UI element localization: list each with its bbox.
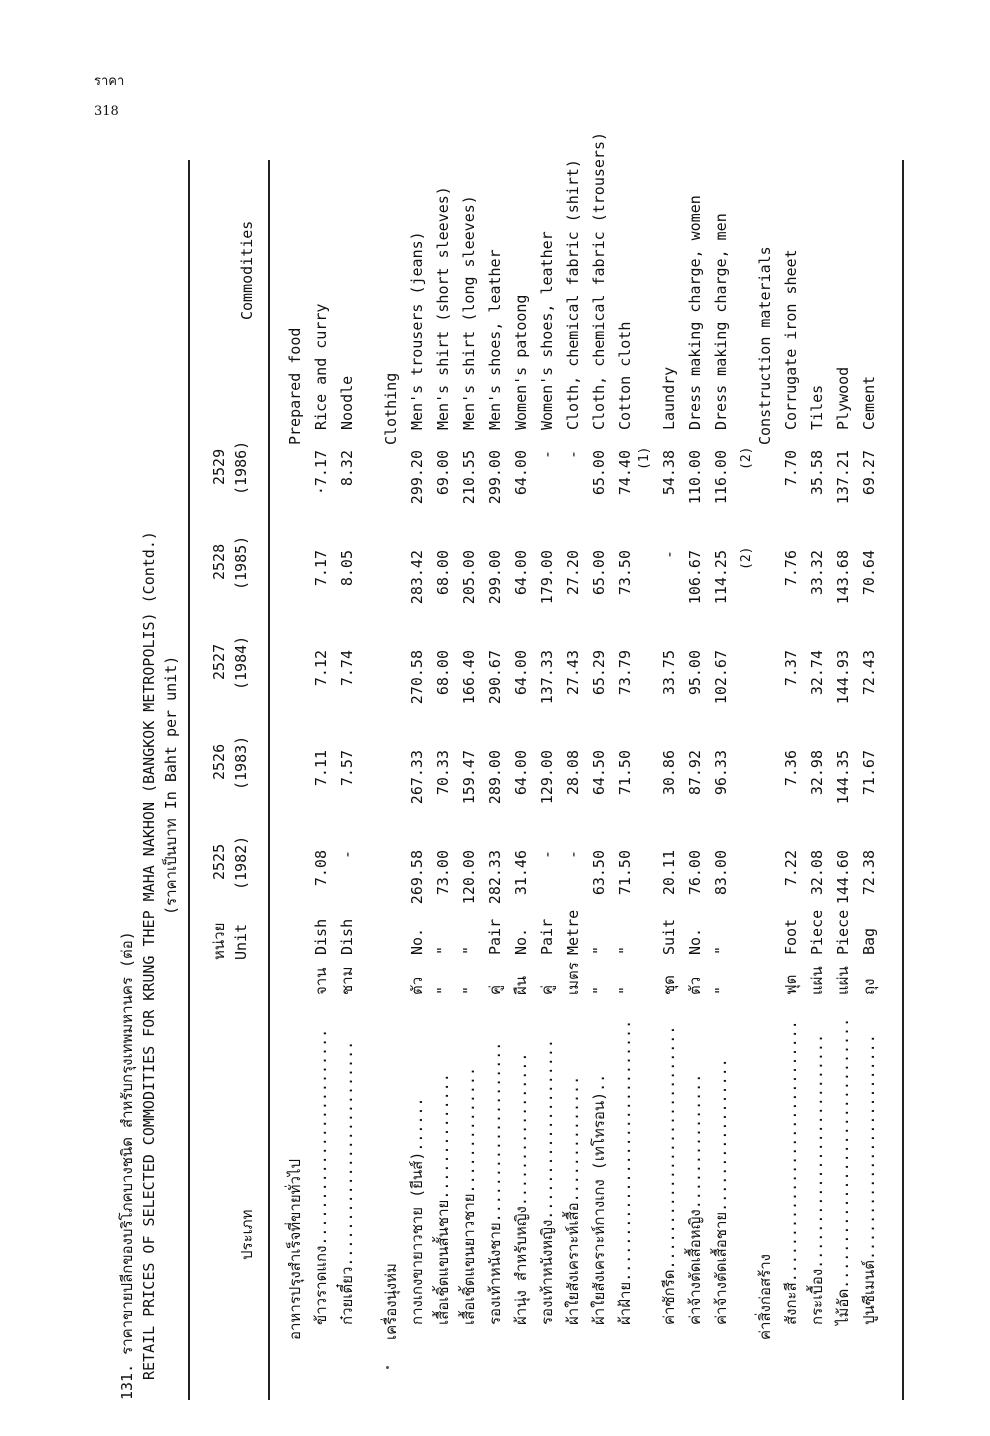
- header-year-ad: (1985): [232, 535, 250, 590]
- table-row: [514, 120, 540, 1400]
- commodity-thai: ค่าซักรีด...........................: [660, 1025, 678, 1325]
- commodity-thai: เสื้อเชิ้ตแขนสั้นชาย..............: [434, 1073, 452, 1325]
- price-value: -: [564, 850, 582, 860]
- unit-thai: ": [712, 985, 730, 995]
- price-value: 269.58: [408, 850, 426, 905]
- table-row: [340, 120, 366, 1400]
- top-rule: [188, 160, 190, 1400]
- unit-thai: ชาม: [338, 966, 356, 995]
- commodity-thai: ผ้านุ่ง สำหรับหญิง.................: [512, 1052, 530, 1325]
- price-value: 7.57: [338, 750, 356, 787]
- price-value: 299.00: [486, 550, 504, 605]
- table-section-row: [758, 120, 784, 1400]
- unit-thai: ": [460, 985, 478, 995]
- price-value: 63.50: [590, 850, 608, 896]
- commodity-english: Clothing: [382, 372, 400, 445]
- price-value: 7.36: [782, 750, 800, 787]
- price-value: 30.86: [660, 750, 678, 796]
- price-value: 32.98: [808, 750, 826, 796]
- price-value: 7.12: [312, 650, 330, 687]
- price-value: 7.17: [312, 550, 330, 587]
- table-row: [410, 120, 436, 1400]
- price-value: 166.40: [460, 650, 478, 705]
- table-row: [436, 120, 462, 1400]
- unit-english: Piece: [834, 909, 852, 955]
- price-value: 283.42: [408, 550, 426, 605]
- page-number: 318: [94, 104, 119, 119]
- unit-english: Piece: [808, 909, 826, 955]
- header-year-be: 2529: [210, 448, 228, 485]
- price-value: 31.46: [512, 850, 530, 896]
- price-value: 71.50: [616, 750, 634, 796]
- commodity-english: Dress making charge, women: [686, 195, 704, 430]
- price-value: 159.47: [460, 750, 478, 805]
- footnote-marker: (2): [739, 446, 754, 470]
- header-commodities-english: Commodities: [238, 220, 256, 320]
- commodity-thai: ข้าวราดแกง........................: [312, 1028, 330, 1325]
- price-value: 73.00: [434, 850, 452, 896]
- unit-thai: แผ่น: [834, 966, 852, 995]
- price-value: 8.32: [338, 450, 356, 487]
- commodity-thai: อาหารปรุงสำเร็จที่ขายทั่วไป: [286, 1159, 304, 1340]
- price-value: 290.67: [486, 650, 504, 705]
- price-value: 143.68: [834, 550, 852, 605]
- price-value: 299.00: [486, 450, 504, 505]
- commodity-thai: เสื้อเชิ้ตแขนยาวชาย..............: [460, 1067, 478, 1325]
- commodity-english: Construction materials: [756, 246, 774, 445]
- price-value: -: [538, 450, 556, 460]
- commodity-thai: เครื่องนุ่งห่ม: [382, 1263, 400, 1340]
- table-row: [566, 120, 592, 1400]
- commodity-thai: รองเท้าหนังหญิง....................: [538, 1039, 556, 1325]
- price-value: 179.00: [538, 550, 556, 605]
- price-value: 33.75: [660, 650, 678, 696]
- commodity-thai: ปูนซีเมนต์.........................: [860, 1034, 878, 1325]
- price-value: ·7.17: [312, 450, 330, 496]
- commodity-english: Tiles: [808, 384, 826, 430]
- price-value: 74.40: [616, 450, 634, 496]
- unit-english: ": [616, 945, 634, 955]
- price-value: 299.20: [408, 450, 426, 505]
- table-row: [592, 120, 618, 1400]
- table-section-row: [288, 120, 314, 1400]
- header-year-ad: (1986): [232, 440, 250, 495]
- commodity-english: Cloth, chemical fabric (trousers): [590, 131, 608, 430]
- page-label: ราคา: [94, 74, 125, 89]
- unit-english: No.: [408, 927, 426, 955]
- unit-thai: ": [616, 985, 634, 995]
- unit-english: ": [590, 945, 608, 955]
- price-value: 35.58: [808, 450, 826, 496]
- price-value: 68.00: [434, 650, 452, 696]
- price-value: 205.00: [460, 550, 478, 605]
- price-value: 106.67: [686, 550, 704, 605]
- unit-thai: เมตร: [564, 962, 582, 995]
- price-value: 144.93: [834, 650, 852, 705]
- commodity-english: Noodle: [338, 375, 356, 430]
- table-row: [810, 120, 836, 1400]
- unit-thai: ": [590, 985, 608, 995]
- table-row: [618, 120, 644, 1400]
- price-value: 69.00: [434, 450, 452, 496]
- commodity-english: Rice and curry: [312, 303, 330, 430]
- commodity-english: Men's shirt (long sleeves): [460, 195, 478, 430]
- header-year-be: 2527: [210, 643, 228, 680]
- table-row: [314, 120, 340, 1400]
- commodity-english: Prepared food: [286, 327, 304, 445]
- price-value: 120.00: [460, 850, 478, 905]
- price-value: 102.67: [712, 650, 730, 705]
- price-value: 54.38: [660, 450, 678, 496]
- price-value: 8.05: [338, 550, 356, 587]
- price-value: 282.33: [486, 850, 504, 905]
- price-value: 83.00: [712, 850, 730, 896]
- commodity-english: Cloth, chemical fabric (shirt): [564, 159, 582, 430]
- price-value: 71.50: [616, 850, 634, 896]
- price-value: 7.76: [782, 550, 800, 587]
- commodity-english: Dress making charge, men: [712, 213, 730, 430]
- commodity-thai: ค่าจ้างตัดเสื้อชาย.................: [712, 1058, 730, 1325]
- table-subtitle: (ราคาเป็นบาท In Baht per unit): [162, 655, 180, 915]
- commodity-english: Cement: [860, 375, 878, 430]
- commodity-english: Plywood: [834, 366, 852, 430]
- commodity-thai: ค่าสิ่งก่อสร้าง: [756, 1254, 774, 1340]
- commodity-thai: ผ้าใยสังเคราะห์กางเกง (เทโทรอน)..: [590, 1073, 608, 1325]
- commodity-thai: กระเบื้อง..........................: [808, 1034, 826, 1325]
- price-value: 65.29: [590, 650, 608, 696]
- header-unit-english: Unit: [232, 923, 250, 960]
- price-value: 65.00: [590, 550, 608, 596]
- unit-thai: ตัว: [408, 976, 426, 995]
- price-value: 87.92: [686, 750, 704, 796]
- price-value: 96.33: [712, 750, 730, 796]
- price-value: 64.00: [512, 650, 530, 696]
- header-year-ad: (1982): [232, 835, 250, 890]
- header-unit-thai: หน่วย: [210, 922, 228, 960]
- price-value: 7.11: [312, 750, 330, 787]
- unit-thai: ": [434, 985, 452, 995]
- price-value: 116.00: [712, 450, 730, 505]
- price-value: 267.33: [408, 750, 426, 805]
- price-value: 27.43: [564, 650, 582, 696]
- header-commodity-thai: ประเภท: [238, 1209, 256, 1260]
- price-value: 95.00: [686, 650, 704, 696]
- unit-english: Dish: [338, 918, 356, 955]
- price-value: 210.55: [460, 450, 478, 505]
- price-value: 27.20: [564, 550, 582, 596]
- unit-english: No.: [686, 927, 704, 955]
- price-value: 110.00: [686, 450, 704, 505]
- commodity-thai: ผ้าใยสังเคราะห์เสื้อ..............: [564, 1075, 582, 1325]
- unit-english: ": [460, 945, 478, 955]
- price-value: 7.37: [782, 650, 800, 687]
- commodity-thai: ค่าจ้างตัดเสื้อหญิง...............: [686, 1073, 704, 1325]
- price-value: -: [338, 850, 356, 860]
- unit-english: ": [712, 945, 730, 955]
- price-value: 20.11: [660, 850, 678, 896]
- unit-english: Pair: [486, 918, 504, 955]
- price-value: 64.50: [590, 750, 608, 796]
- price-value: -: [564, 450, 582, 460]
- commodity-thai: กางเกงขายาวชาย (ยีนส์)......: [408, 1097, 426, 1325]
- price-value: 32.08: [808, 850, 826, 896]
- table-row: [784, 120, 810, 1400]
- price-value: 70.64: [860, 550, 878, 596]
- unit-thai: คู่: [486, 984, 504, 995]
- unit-thai: แผ่น: [808, 966, 826, 995]
- table-section-row: [384, 120, 410, 1400]
- table-row: [836, 120, 862, 1400]
- price-value: 144.60: [834, 850, 852, 905]
- commodity-thai: ก๋วยเตี๋ยว.........................: [338, 1040, 356, 1325]
- price-value: -: [538, 850, 556, 860]
- price-value: 69.27: [860, 450, 878, 496]
- unit-thai: คู่: [538, 984, 556, 995]
- table-title-english: RETAIL PRICES OF SELECTED COMMODITIES FOR KRUNG THEP MAHA NAKHON (BANGKOK METROPOLIS) (Contd.): [140, 531, 158, 1380]
- commodity-thai: สังกะสี.............................: [782, 1020, 800, 1325]
- header-year-ad: (1984): [232, 635, 250, 690]
- price-value: 72.38: [860, 850, 878, 896]
- price-value: 73.50: [616, 550, 634, 596]
- footnote-marker: (1): [637, 446, 652, 470]
- price-value: 129.00: [538, 750, 556, 805]
- unit-english: ": [434, 945, 452, 955]
- commodity-english: Men's trousers (jeans): [408, 231, 426, 430]
- commodity-english: Corrugate iron sheet: [782, 249, 800, 430]
- header-year-be: 2526: [210, 743, 228, 780]
- price-value: 64.00: [512, 750, 530, 796]
- table-row: [714, 120, 740, 1400]
- unit-english: Foot: [782, 918, 800, 955]
- table-row: [862, 120, 888, 1400]
- price-value: 7.22: [782, 850, 800, 887]
- footnote-marker: (2): [739, 546, 754, 570]
- commodity-english: Laundry: [660, 366, 678, 430]
- unit-english: Bag: [860, 927, 878, 955]
- price-value: 72.43: [860, 650, 878, 696]
- unit-thai: ตัว: [686, 976, 704, 995]
- price-value: 76.00: [686, 850, 704, 896]
- price-value: 289.00: [486, 750, 504, 805]
- unit-english: Pair: [538, 918, 556, 955]
- price-value: 33.32: [808, 550, 826, 596]
- header-year-be: 2525: [210, 843, 228, 880]
- price-value: 70.33: [434, 750, 452, 796]
- price-value: 64.00: [512, 450, 530, 496]
- table-row: [662, 120, 688, 1400]
- commodity-thai: ไม้อัด..............................: [834, 1017, 852, 1325]
- unit-thai: จาน: [312, 967, 330, 995]
- commodity-english: Women's patoong: [512, 294, 530, 430]
- unit-thai: ผืน: [512, 975, 530, 995]
- price-value: 137.33: [538, 650, 556, 705]
- unit-english: Suit: [660, 918, 678, 955]
- table-row: [540, 120, 566, 1400]
- header-year-ad: (1983): [232, 735, 250, 790]
- price-value: 71.67: [860, 750, 878, 796]
- price-value: 114.25: [712, 550, 730, 605]
- price-value: 65.00: [590, 450, 608, 496]
- header-year-be: 2528: [210, 543, 228, 580]
- unit-thai: ชุด: [660, 975, 678, 995]
- bottom-rule: [902, 160, 904, 1400]
- table-title-thai: 131. ราคาขายปลีกของบริโภคบางชนิด สำหรับกรุงเทพมหานคร (ต่อ): [118, 931, 136, 1400]
- price-value: 7.70: [782, 450, 800, 487]
- price-value: 28.08: [564, 750, 582, 796]
- scan-speck: [386, 1366, 389, 1369]
- price-value: 32.74: [808, 650, 826, 696]
- price-value: 7.08: [312, 850, 330, 887]
- table-row: [488, 120, 514, 1400]
- unit-english: Metre: [564, 909, 582, 955]
- price-value: 73.79: [616, 650, 634, 696]
- commodity-thai: ผ้าฝ้าย.............................: [616, 1019, 634, 1325]
- table-row: [462, 120, 488, 1400]
- unit-english: No.: [512, 927, 530, 955]
- price-value: 144.35: [834, 750, 852, 805]
- header-rule: [268, 160, 270, 1400]
- commodity-english: Men's shoes, leather: [486, 249, 504, 430]
- price-value: 137.21: [834, 450, 852, 505]
- commodity-english: Women's shoes, leather: [538, 231, 556, 430]
- price-value: 7.74: [338, 650, 356, 687]
- rotated-table: [120, 120, 880, 1400]
- commodity-thai: รองเท้าหนังชาย....................: [486, 1041, 504, 1325]
- unit-english: Dish: [312, 918, 330, 955]
- commodity-english: Men's shirt (short sleeves): [434, 186, 452, 430]
- price-value: 68.00: [434, 550, 452, 596]
- price-value: 270.58: [408, 650, 426, 705]
- unit-thai: ถุง: [860, 978, 878, 995]
- price-value: -: [660, 550, 678, 560]
- commodity-english: Cotton cloth: [616, 321, 634, 430]
- unit-thai: ฟุต: [782, 974, 800, 995]
- table-row: [688, 120, 714, 1400]
- price-value: 64.00: [512, 550, 530, 596]
